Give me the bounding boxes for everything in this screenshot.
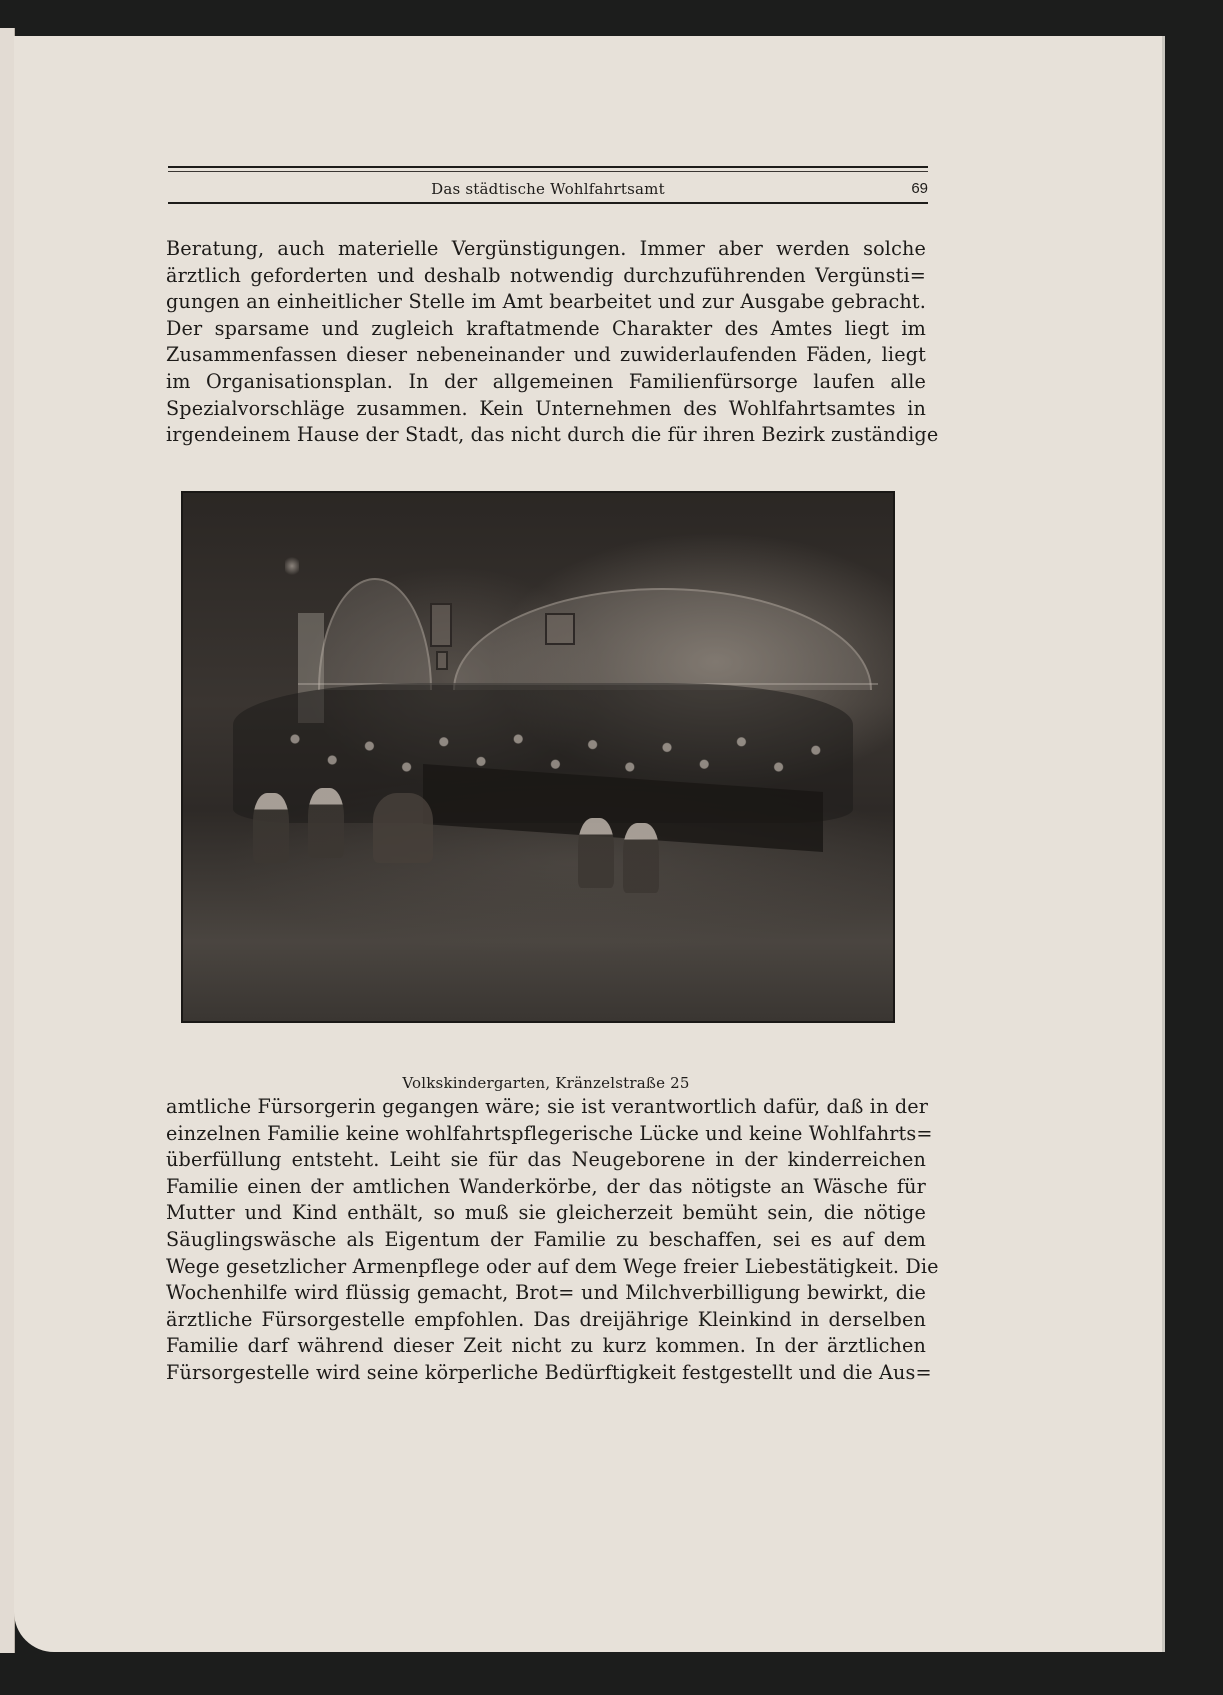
text-line: ärztliche Fürsorgestelle empfohlen. Das dreijährige Kleinkind in derselben — [166, 1307, 926, 1331]
text-line: Familie einen der amtlichen Wanderkörbe, der das nötigste an Wäsche für — [166, 1174, 926, 1198]
text-line: gungen an einheitlicher Stelle im Amt bearbeitet und zur Ausgabe gebracht. — [166, 290, 926, 314]
picture-frame — [436, 651, 448, 670]
text-line: im Organisationsplan. In der allgemeinen Familienfürsorge laufen alle — [166, 369, 926, 393]
running-head-title: Das städtische Wohlfahrtsamt — [431, 180, 665, 198]
book-spine-edge — [0, 28, 15, 1653]
hanging-lamp — [285, 555, 299, 577]
page-number: 69 — [911, 180, 928, 197]
header-line — [168, 172, 928, 202]
page-edge — [1162, 36, 1165, 1652]
text-line: Familie darf während dieser Zeit nicht zu kurz kommen. In der ärztlichen — [166, 1334, 926, 1358]
child-figure — [623, 823, 659, 893]
text-line: Wochenhilfe wird flüssig gemacht, Brot= und Milchverbilligung bewirkt, die — [166, 1281, 926, 1305]
text-line: ärztlich geforderten und deshalb notwendig durchzuführenden Vergünsti= — [166, 263, 926, 287]
header-rule-bottom — [168, 202, 928, 204]
text-line: Mutter und Kind enthält, so muß sie gleicherzeit bemüht sein, die nötige — [166, 1201, 926, 1225]
child-figure — [308, 788, 344, 858]
picture-frame — [430, 603, 452, 647]
rocking-horse — [373, 793, 433, 863]
running-head — [168, 166, 928, 204]
figure-caption: Volkskindergarten, Kränzelstraße 25 — [402, 1074, 690, 1092]
text-line: Säuglingswäsche als Eigentum der Familie zu beschaffen, sei es auf dem — [166, 1227, 926, 1251]
text-line: Spezialvorschläge zusammen. Kein Unternehmen des Wohlfahrtsamtes in — [166, 396, 926, 420]
child-figure — [578, 818, 614, 888]
text-line: einzelnen Familie keine wohlfahrtspflegerische Lücke und keine Wohlfahrts= — [166, 1121, 933, 1145]
picture-frame — [545, 613, 575, 645]
text-line: Fürsorgestelle wird seine körperliche Bedürftigkeit festgestellt und die Aus= — [166, 1360, 932, 1384]
text-line: Zusammenfassen dieser nebeneinander und zuwiderlaufenden Fäden, liegt — [166, 343, 926, 367]
header-rule-top — [168, 166, 928, 168]
text-line: Wege gesetzlicher Armenpflege oder auf dem Wege freier Liebestätigkeit. Die — [166, 1254, 939, 1278]
text-line: Beratung, auch materielle Vergünstigungen. Immer aber werden solche — [166, 237, 926, 260]
text-line: irgendeinem Hause der Stadt, das nicht durch die für ihren Bezirk zuständige — [166, 423, 939, 447]
paragraph-after-figure — [166, 1094, 939, 1387]
text-line: Der sparsame und zugleich kraftatmende Charakter des Amtes liegt im — [166, 316, 926, 340]
text-line: amtliche Fürsorgerin gegangen wäre; sie ist verantwortlich dafür, daß in der — [166, 1095, 929, 1118]
child-figure — [253, 793, 289, 863]
kindergarten-photograph — [181, 491, 895, 1023]
paragraph-before-figure — [166, 236, 939, 449]
text-line: überfüllung entsteht. Leiht sie für das Neugeborene in der kinderreichen — [166, 1148, 926, 1172]
